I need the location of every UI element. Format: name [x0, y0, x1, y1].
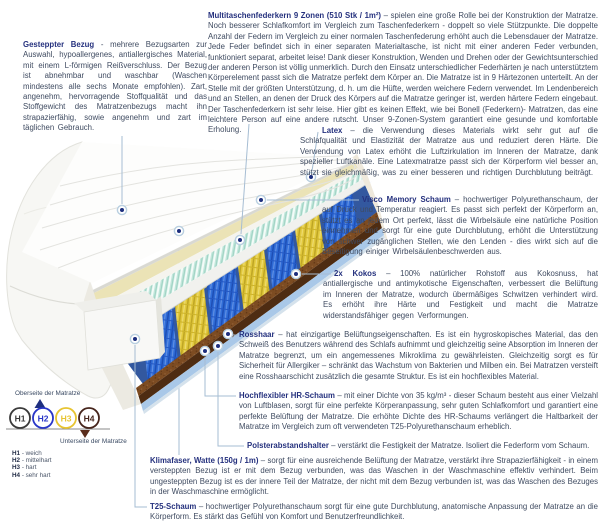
paragraph-latex-title: Latex [322, 126, 343, 135]
paragraph-klimafaser-title: Klimafaser, Watte (150g / 1m) [150, 456, 259, 465]
bottom-arrow-icon [80, 430, 90, 438]
paragraph-t25-body: – hochwertiger Polyurethanschaum sorgt für eine gute Durchblutung, anatomische Anpassung der Matratze an die Körperform. Es stärkt das Gefühl von Komfort und Benutzerfreundlichkeit. [150, 502, 598, 522]
paragraph-polster-title: Polsterabstandshalter [247, 441, 329, 450]
top-arrow-icon [35, 399, 46, 408]
hardness-zone-widget [6, 399, 110, 438]
paragraph-t25 [150, 502, 598, 523]
marker-dot-cover [117, 205, 126, 214]
paragraph-cover-body: - mehrere Bezugsarten zur Auswahl, hypoallergenes, antiallergisches Material, mit einem L-förmigen Reißverschluss. Der Bezug ist abnehmbar und waschbar (Waschen mindestens alle sechs Monate empfohlen). Zart, angenehm, hervorragende Stoffqualität und das Stoffgewicht des Matratzenbezugs macht ihn strapazierfähig, sowie angenehm und zart im täglichen Gebrauch. [23, 40, 207, 133]
legend-item-h1: H1 - weich [12, 450, 42, 457]
marker-dot-visco [256, 195, 265, 204]
paragraph-polster [247, 441, 598, 451]
zone-label-h1: H1 [14, 413, 26, 424]
marker-dot-polster [213, 341, 222, 350]
paragraph-polster-body: – verstärkt die Festigkeit der Matratze. Isoliert die Federform vom Schaum. [331, 441, 590, 450]
paragraph-kokos-title: 2x Kokos [334, 269, 377, 278]
marker-dot-rosshaar [223, 329, 232, 338]
paragraph-latex [300, 126, 598, 178]
paragraph-cover-title: Gesteppter Bezug [23, 40, 95, 49]
marker-dot-kokos [291, 269, 300, 278]
paragraph-hr-body: – mit einer Dichte von 35 kg/m³ - dieser Schaum besteht aus einer Vielzahl von Luftblasen, sorgt für eine perfekte Körperanpassung, sehr guten Schlafkomfort und garantiert eine perfekte Belüftung der Matratze. Die erhöhte Dichte des HR-Schaums verlängert die Haltbarkeit der Matratze im Vergleich zum oft verwendeten T25-Polyurethanschaum erheblich. [239, 391, 599, 432]
paragraph-t25-title: T25-Schaum [150, 502, 197, 511]
marker-dot-hr [200, 346, 209, 355]
paragraph-cover [23, 40, 207, 134]
paragraph-springs [208, 11, 598, 136]
paragraph-springs-title: Multitaschenfederkern 9 Zonen (510 Stk / 1m²) [208, 11, 382, 20]
bottom-side-label: Unterseite der Matratze [60, 438, 127, 445]
zone-label-h2: H2 [37, 413, 49, 424]
marker-dot-klimafaser [174, 226, 183, 235]
hardness-legend [12, 450, 52, 479]
paragraph-hr-title: Hochflexibler HR-Schaum [239, 391, 335, 400]
marker-dot-t25 [130, 334, 139, 343]
paragraph-rosshaar-body: – hat einzigartige Belüftungseigenschaften. Es ist ein hygroskopisches Material, das den Schweiß des Benutzers während des Schlafs aufnimmt und gleichzeitig seine Absorption im Inneren der Matratze begrenzt, um ein angemessenes Mikroklima zu gewährleisten. Gleichzeitig sorgt es für Sicherheit für Allergiker – schränkt das Wachstum von Bakterien und Milben ein. Bei Matratzen versteift eine Rosshaarschicht zusätzlich die gesamte Struktur. Es ist ein hochflexibles Material. [239, 330, 598, 381]
legend-item-h4: H4 - sehr hart [12, 471, 51, 479]
paragraph-springs-body: – spielen eine große Rolle bei der Konstruktion der Matratze. Noch besserer Schlafkomfort im Vergleich zum Taschenfederkern - doppelt so viele Stützpunkte. Die doppelte Anzahl der Federn im Vergleich zu einer normalen Taschenfederung erhöht auch die Lebensdauer der Matratze. Jede Feder befindet sich in einer separaten Materialtasche, ist nicht mit einer anderen Feder verbunden, funktioniert separat, arbeitet leise! Dank dieser Konstruktion, Wenden und Drehen oder der Gewichtsunterschied der anderen Person ist völlig unmerklich. Durch den Einsatz unterschiedlicher Federhärten je nach unterstütztem Körperelement passt sich die Matratze perfekt dem Körper an. Die Matratze ist in 9 Härtezonen unterteilt. An der Stelle mit der größten Unterstützung, d. h. um die Hüfte, werden weichere Federn verwendet. Im Lendenbereich und an Stellen, an denen der Druck des Körpers auf die Matratze geringer ist, werden härtere Federn eingebaut. Der Taschenfederkern ist sehr leise. Hier gibt es keinen Effekt, wie bei Bonell (Federkern)- Matratzen, das eine leichtere Person auf eine andere rutscht. Unser 9-Zonen-System garantiert eine gesunde und komfortable Erholung. [208, 11, 598, 135]
hr-foam-box [74, 291, 165, 370]
paragraph-kokos-body: – 100% natürlicher Rohstoff aus Kokosnuss, hat antiallergische und antimykotische Eigenschaften, verbessert die Belüftung im Inneren der Matratze, wodurch übermäßiges Schwitzen verhindert wird. Es erhöht ihre Härte und Festigkeit und macht die Matratze widerstandsfähiger gegen Verformungen. [323, 269, 598, 320]
paragraph-rosshaar [239, 330, 598, 382]
paragraph-hr [239, 391, 598, 433]
zone-label-h3: H3 [60, 413, 72, 424]
legend-item-h2: H2 - mittelhart [12, 457, 52, 465]
paragraph-klimafaser-body: – sorgt für eine ausreichende Belüftung der Matratze, verstärkt ihre Strapazierfähigkeit - in einem versteppten Bezug ist er mit dem Bezug verbunden, was das Waschen in der Waschmaschine effektiv verhindert. Beim ungesteppten Bezug ist es der innere Teil der Matratze, der nicht mit dem Bezug verbunden ist, was das Waschen des Bezuges in der Waschmaschine ermöglicht. [150, 456, 598, 497]
paragraph-latex-body: – die Verwendung dieses Materials wirkt sehr gut auf die Schlafqualität und Elastizität der Matratze aus und reduziert deren Härte. Die Verwendung von Latex erhöht die Luftzirkulation im Inneren der Matratze, dank spezieller Luftkanäle. Eine Latexmatratze passt sich der Körperform viel besser an, stützt sie gleichmäßig, was zu einer besseren und richtigen Durchblutung beiträgt. [300, 126, 598, 177]
paragraph-visco [322, 195, 598, 257]
paragraph-rosshaar-title: Rosshaar [239, 330, 275, 339]
marker-dot-springs [235, 235, 244, 244]
zone-label-h4: H4 [83, 413, 95, 424]
paragraph-kokos [323, 269, 598, 321]
paragraph-klimafaser [150, 456, 598, 498]
paragraph-visco-title: Visco Memory Schaum [362, 195, 451, 204]
legend-item-h3: H3 - hart [12, 464, 37, 472]
top-side-label: Oberseite der Matratze [15, 390, 81, 397]
paragraph-visco-body: – hochwertiger Polyurethanschaum, der auf Druck und Temperatur reagiert. Es passt sich perfekt der Körperform an, stützt es an jedem Ort perfekt, lässt die Wirbelsäule eine natürliche Position einnehmen und sorgt für eine gute Durchblutung, erhöht die Unterstützung von schwer zugänglichen Stellen, wie den Lenden - dies wirkt sich auf die Beseitigung einiger Wirbelsäulenbeschwerden aus. [322, 195, 598, 257]
